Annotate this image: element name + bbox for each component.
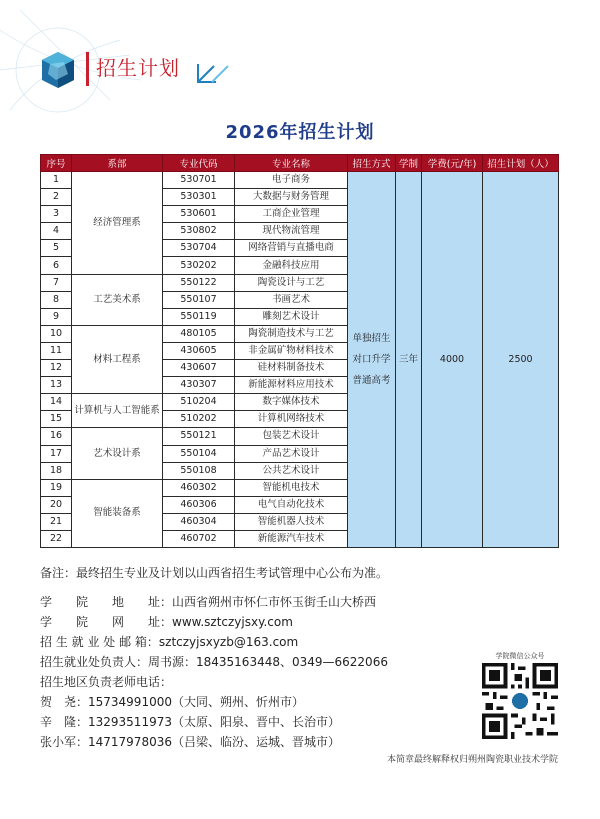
row-major: 工商企业管理 xyxy=(235,206,348,223)
method-cell xyxy=(348,172,396,548)
row-code: 460304 xyxy=(163,513,235,530)
footer-disclaimer: 本简章最终解释权归朔州陶瓷职业技术学院 xyxy=(386,755,558,765)
header-code: 专业代码 xyxy=(163,155,235,172)
department-cell: 智能装备系 xyxy=(72,479,163,547)
method-item: 普通高考 xyxy=(352,374,391,386)
header-accent-bar xyxy=(86,52,89,86)
row-code: 430607 xyxy=(163,360,235,377)
row-no: 16 xyxy=(41,428,72,445)
teacher-line: 辛 隆：13293511973（太原、阳泉、晋中、长治市） xyxy=(40,715,340,729)
row-code: 510202 xyxy=(163,411,235,428)
duration-cell: 三年 xyxy=(396,172,422,548)
row-code: 530301 xyxy=(163,189,235,206)
wechat-qr-code xyxy=(482,663,558,739)
row-code: 550121 xyxy=(163,428,235,445)
department-cell: 计算机与人工智能系 xyxy=(72,394,163,428)
email-line: 招 生 就 业 处 邮 箱：sztczyjsxyzb@163.com xyxy=(40,635,299,649)
header-department: 系部 xyxy=(72,155,163,172)
row-major: 金融科技应用 xyxy=(235,257,348,274)
row-major: 书画艺术 xyxy=(235,291,348,308)
row-major: 陶瓷制造技术与工艺 xyxy=(235,325,348,342)
row-code: 430307 xyxy=(163,377,235,394)
row-code: 530701 xyxy=(163,172,235,189)
table-header-row xyxy=(41,155,559,172)
department-cell: 材料工程系 xyxy=(72,325,163,393)
row-no: 22 xyxy=(41,530,72,547)
row-code: 550104 xyxy=(163,445,235,462)
row-no: 18 xyxy=(41,462,72,479)
row-code: 460306 xyxy=(163,496,235,513)
row-major: 硅材料制备技术 xyxy=(235,360,348,377)
row-major: 包装艺术设计 xyxy=(235,428,348,445)
row-no: 17 xyxy=(41,445,72,462)
row-major: 非金属矿物材料技术 xyxy=(235,342,348,359)
row-no: 19 xyxy=(41,479,72,496)
teacher-line: 张小军：14717978036（吕梁、临汾、运城、晋城市） xyxy=(40,735,340,749)
row-no: 8 xyxy=(41,291,72,308)
row-no: 5 xyxy=(41,240,72,257)
row-no: 7 xyxy=(41,274,72,291)
college-logo-icon xyxy=(38,50,78,90)
department-cell: 经济管理系 xyxy=(72,172,163,275)
row-no: 6 xyxy=(41,257,72,274)
header-quota: 招生计划（人） xyxy=(483,155,559,172)
row-code: 530802 xyxy=(163,223,235,240)
row-major: 现代物流管理 xyxy=(235,223,348,240)
plan-title: 2026年招生计划 xyxy=(225,122,375,143)
row-code: 550107 xyxy=(163,291,235,308)
row-code: 530704 xyxy=(163,240,235,257)
section-title: 招生计划 xyxy=(96,56,180,80)
method-item: 对口升学 xyxy=(352,353,391,365)
row-no: 1 xyxy=(41,172,72,189)
footnote: 备注：最终招生专业及计划以山西省招生考试管理中心公布为准。 xyxy=(40,566,389,580)
method-item: 单独招生 xyxy=(352,332,391,344)
row-code: 530601 xyxy=(163,206,235,223)
row-code: 460302 xyxy=(163,479,235,496)
row-no: 9 xyxy=(41,308,72,325)
row-no: 10 xyxy=(41,325,72,342)
arrow-decoration-icon xyxy=(194,60,234,86)
row-major: 大数据与财务管理 xyxy=(235,189,348,206)
row-major: 新能源材料应用技术 xyxy=(235,377,348,394)
row-no: 12 xyxy=(41,360,72,377)
row-code: 550108 xyxy=(163,462,235,479)
row-code: 510204 xyxy=(163,394,235,411)
row-code: 530202 xyxy=(163,257,235,274)
region-title: 招生地区负责老师电话： xyxy=(40,675,173,689)
header-decoration xyxy=(0,0,600,115)
row-no: 3 xyxy=(41,206,72,223)
row-major: 公共艺术设计 xyxy=(235,462,348,479)
row-no: 20 xyxy=(41,496,72,513)
row-major: 新能源汽车技术 xyxy=(235,530,348,547)
tuition-cell: 4000 xyxy=(422,172,483,548)
header-duration: 学制 xyxy=(396,155,422,172)
row-no: 14 xyxy=(41,394,72,411)
row-major: 雕刻艺术设计 xyxy=(235,308,348,325)
row-no: 13 xyxy=(41,377,72,394)
row-no: 4 xyxy=(41,223,72,240)
row-major: 网络营销与直播电商 xyxy=(235,240,348,257)
row-major: 陶瓷设计与工艺 xyxy=(235,274,348,291)
row-major: 产品艺术设计 xyxy=(235,445,348,462)
qr-caption: 学院微信公众号 xyxy=(495,652,545,660)
row-code: 480105 xyxy=(163,325,235,342)
row-no: 11 xyxy=(41,342,72,359)
enrollment-plan-table xyxy=(40,154,559,548)
row-code: 550119 xyxy=(163,308,235,325)
row-major: 电子商务 xyxy=(235,172,348,189)
department-cell: 工艺美术系 xyxy=(72,274,163,325)
row-code: 550122 xyxy=(163,274,235,291)
row-major: 智能机器人技术 xyxy=(235,513,348,530)
row-no: 21 xyxy=(41,513,72,530)
row-no: 2 xyxy=(41,189,72,206)
row-major: 智能机电技术 xyxy=(235,479,348,496)
header-no: 序号 xyxy=(41,155,72,172)
row-code: 430605 xyxy=(163,342,235,359)
row-major: 计算机网络技术 xyxy=(235,411,348,428)
row-code: 460702 xyxy=(163,530,235,547)
quota-cell: 2500 xyxy=(483,172,559,548)
address-line: 学 院 地 址：山西省朔州市怀仁市怀玉街壬山大桥西 xyxy=(40,595,377,609)
contact-line: 招生就业处负责人：周书源：18435163448、0349—6622066 xyxy=(40,655,388,669)
header-tuition: 学费(元/年) xyxy=(422,155,483,172)
department-cell: 艺术设计系 xyxy=(72,428,163,479)
row-major: 电气自动化技术 xyxy=(235,496,348,513)
website-line: 学 院 网 址：www.sztczyjsxy.com xyxy=(40,615,293,629)
table-row xyxy=(41,172,559,189)
header-major: 专业名称 xyxy=(235,155,348,172)
header-method: 招生方式 xyxy=(348,155,396,172)
row-major: 数字媒体技术 xyxy=(235,394,348,411)
row-no: 15 xyxy=(41,411,72,428)
teacher-line: 贺 尧：15734991000（大同、朔州、忻州市） xyxy=(40,695,304,709)
